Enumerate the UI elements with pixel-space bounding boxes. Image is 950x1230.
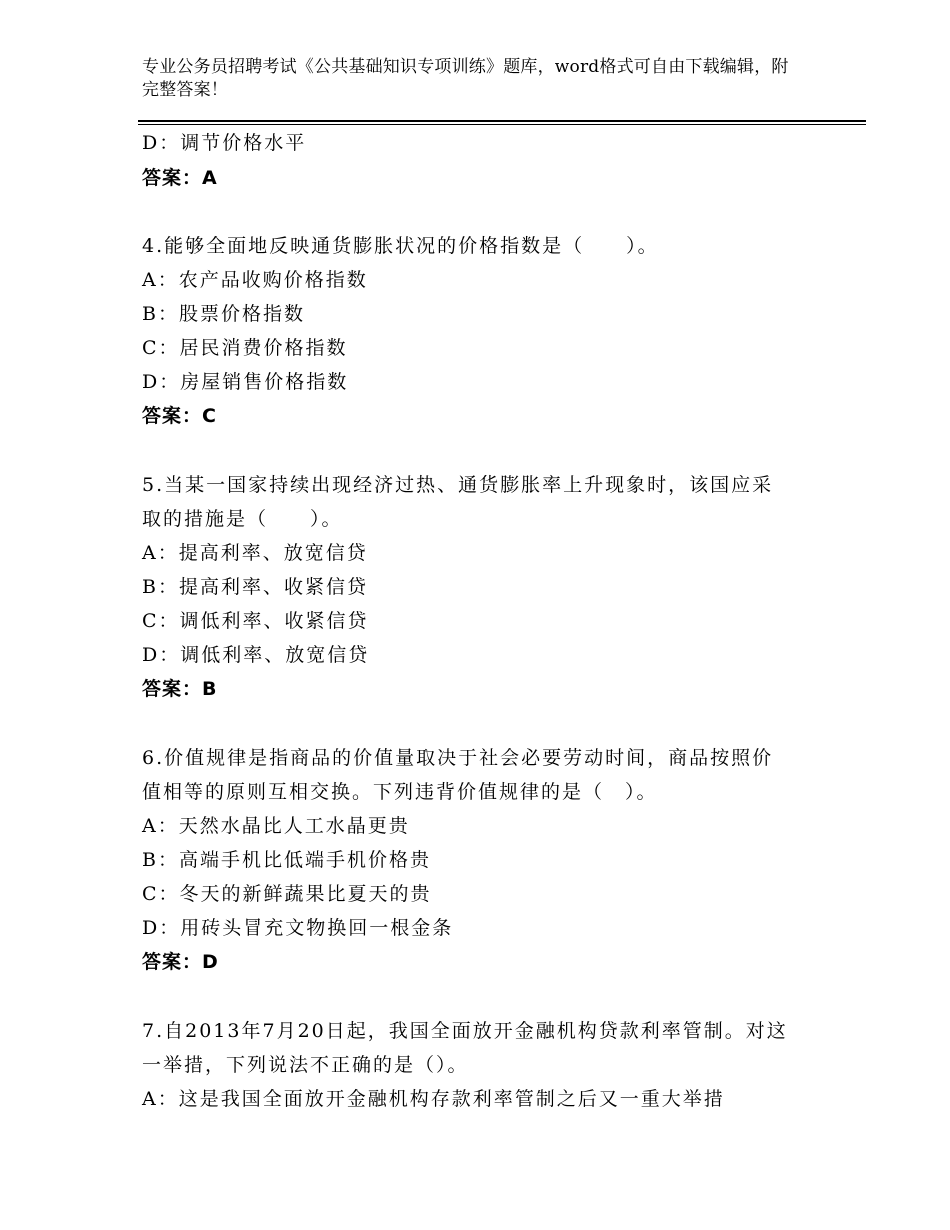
q6-stem-line-2: 值相等的原则互相交换。下列违背价值规律的是（ ）。: [142, 781, 658, 803]
q3-option-d: D：调节价格水平: [142, 132, 307, 154]
q5-stem-line-2: 取的措施是（ ）。: [142, 508, 343, 530]
q4-stem: 4.能够全面地反映通货膨胀状况的价格指数是（ ）。: [142, 235, 659, 257]
q3-answer: 答案：A: [142, 167, 218, 189]
q5-option-d: D：调低利率、放宽信贷: [142, 644, 370, 666]
q7-stem-line-1: 7.自2013年7月20日起，我国全面放开金融机构贷款利率管制。对这: [142, 1020, 788, 1042]
q4-option-a: A：农产品收购价格指数: [142, 269, 368, 291]
q6-option-b: B：高端手机比低端手机价格贵: [142, 849, 431, 871]
page-header: 专业公务员招聘考试《公共基础知识专项训练》题库，word格式可自由下载编辑，附完整答案！: [142, 57, 789, 100]
q7-stem-line-2: 一举措，下列说法不正确的是（）。: [142, 1054, 469, 1076]
q4-option-d: D：房屋销售价格指数: [142, 371, 349, 393]
q6-stem-line-1: 6.价值规律是指商品的价值量取决于社会必要劳动时间，商品按照价: [142, 747, 774, 769]
q5-option-c: C：调低利率、收紧信贷: [142, 610, 369, 632]
q6-option-d: D：用砖头冒充文物换回一根金条: [142, 917, 454, 939]
q7-option-a: A：这是我国全面放开金融机构存款利率管制之后又一重大举措: [142, 1088, 725, 1110]
q6-option-a: A：天然水晶比人工水晶更贵: [142, 815, 410, 837]
q6-option-c: C：冬天的新鲜蔬果比夏天的贵: [142, 883, 432, 905]
q5-stem-line-1: 5.当某一国家持续出现经济过热、通货膨胀率上升现象时，该国应采: [142, 474, 774, 496]
q5-option-a: A：提高利率、放宽信贷: [142, 542, 368, 564]
q4-answer: 答案：C: [142, 405, 217, 427]
q6-answer: 答案：D: [142, 951, 219, 973]
q4-option-c: C：居民消费价格指数: [142, 337, 348, 359]
q4-option-b: B：股票价格指数: [142, 303, 305, 325]
header-divider: [138, 120, 866, 125]
q5-option-b: B：提高利率、收紧信贷: [142, 576, 368, 598]
q5-answer: 答案：B: [142, 678, 218, 700]
